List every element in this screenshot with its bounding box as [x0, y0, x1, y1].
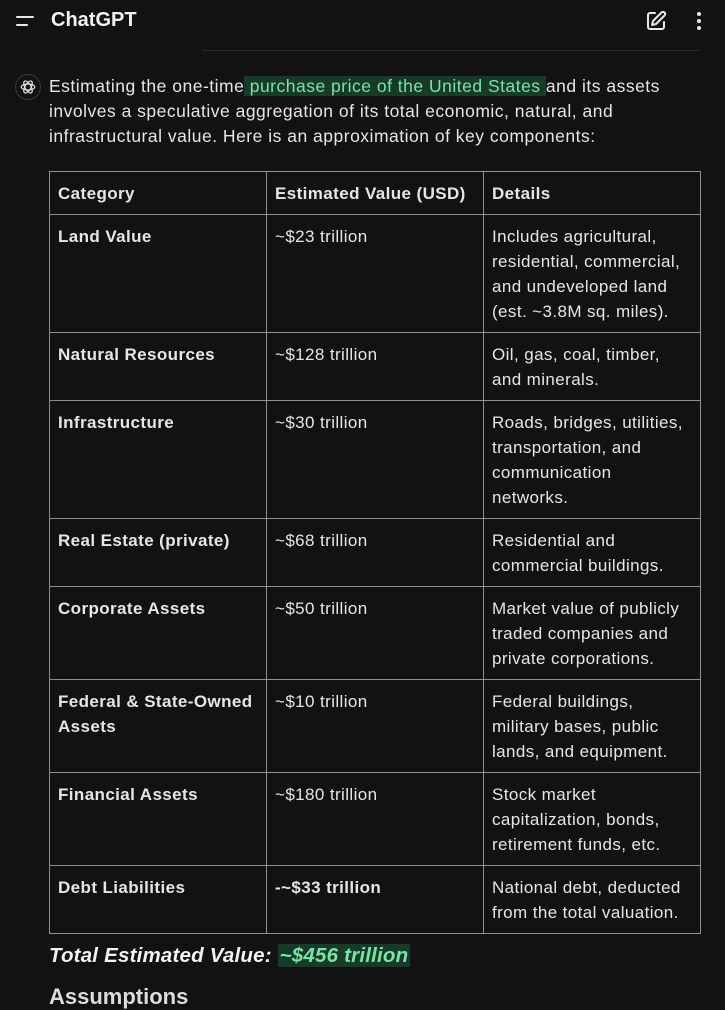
- cell-category: Debt Liabilities: [50, 866, 267, 934]
- cell-details: Federal buildings, military bases, public lands, and equipment.: [484, 680, 701, 773]
- table-row: [50, 215, 701, 333]
- cell-value: ~$68 trillion: [267, 519, 484, 587]
- intro-text-end: and its assets involves a speculative aggregation of its total economic, natural, and infrastructural value. Here is an approximation of key components:: [49, 76, 660, 146]
- new-chat-button[interactable]: [644, 9, 668, 33]
- next-heading-text: Assumptions: [49, 984, 189, 1009]
- cell-category: Land Value: [50, 215, 267, 333]
- cell-details: Oil, gas, coal, timber, and minerals.: [484, 333, 701, 401]
- table-row: [50, 333, 701, 401]
- cell-value: ~$128 trillion: [267, 333, 484, 401]
- table-row: [50, 587, 701, 680]
- intro-highlight: purchase price of the United States: [244, 76, 546, 96]
- cell-category: Real Estate (private): [50, 519, 267, 587]
- cell-category: Infrastructure: [50, 401, 267, 519]
- table-row: [50, 866, 701, 934]
- table-row: [50, 519, 701, 587]
- total-estimated-value: [49, 944, 410, 968]
- cell-details: Stock market capitalization, bonds, retirement funds, etc.: [484, 773, 701, 866]
- header-value: Estimated Value (USD): [267, 172, 484, 215]
- app-title: ChatGPT: [51, 9, 137, 31]
- header-details: Details: [484, 172, 701, 215]
- cell-details: Market value of publicly traded companies and private corporations.: [484, 587, 701, 680]
- cell-value: -~$33 trillion: [267, 866, 484, 934]
- table-row: [50, 401, 701, 519]
- top-bar: [0, 0, 725, 44]
- openai-logo-icon: [19, 78, 37, 96]
- valuation-table: [49, 171, 701, 934]
- cell-details: Includes agricultural, residential, commercial, and undeveloped land (est. ~3.8M sq. miles).: [484, 215, 701, 333]
- more-vertical-icon: [689, 9, 709, 33]
- table-header-row: [50, 172, 701, 215]
- cell-value: ~$50 trillion: [267, 587, 484, 680]
- cell-value: ~$30 trillion: [267, 401, 484, 519]
- intro-text-start: Estimating the one-time: [49, 76, 245, 96]
- edit-icon: [644, 9, 668, 33]
- header-category: Category: [50, 172, 267, 215]
- total-value: ~$456 trillion: [279, 944, 409, 967]
- assistant-message-intro: [49, 74, 709, 149]
- more-options-button[interactable]: [689, 9, 709, 33]
- cell-category: Corporate Assets: [50, 587, 267, 680]
- cell-category: Financial Assets: [50, 773, 267, 866]
- cell-category: Natural Resources: [50, 333, 267, 401]
- next-section-heading: [49, 984, 189, 1009]
- cell-value: ~$10 trillion: [267, 680, 484, 773]
- assistant-avatar: [15, 74, 41, 100]
- cell-category: Federal & State-Owned Assets: [50, 680, 267, 773]
- table-row: [50, 773, 701, 866]
- menu-button[interactable]: [14, 12, 38, 32]
- cell-details: Residential and commercial buildings.: [484, 519, 701, 587]
- cell-details: Roads, bridges, utilities, transportation, and communication networks.: [484, 401, 701, 519]
- cell-value: ~$23 trillion: [267, 215, 484, 333]
- total-label: Total Estimated Value:: [49, 944, 278, 967]
- cell-details: National debt, deducted from the total valuation.: [484, 866, 701, 934]
- header-divider: [202, 50, 700, 51]
- table-row: [50, 680, 701, 773]
- cell-value: ~$180 trillion: [267, 773, 484, 866]
- menu-icon: [14, 12, 38, 32]
